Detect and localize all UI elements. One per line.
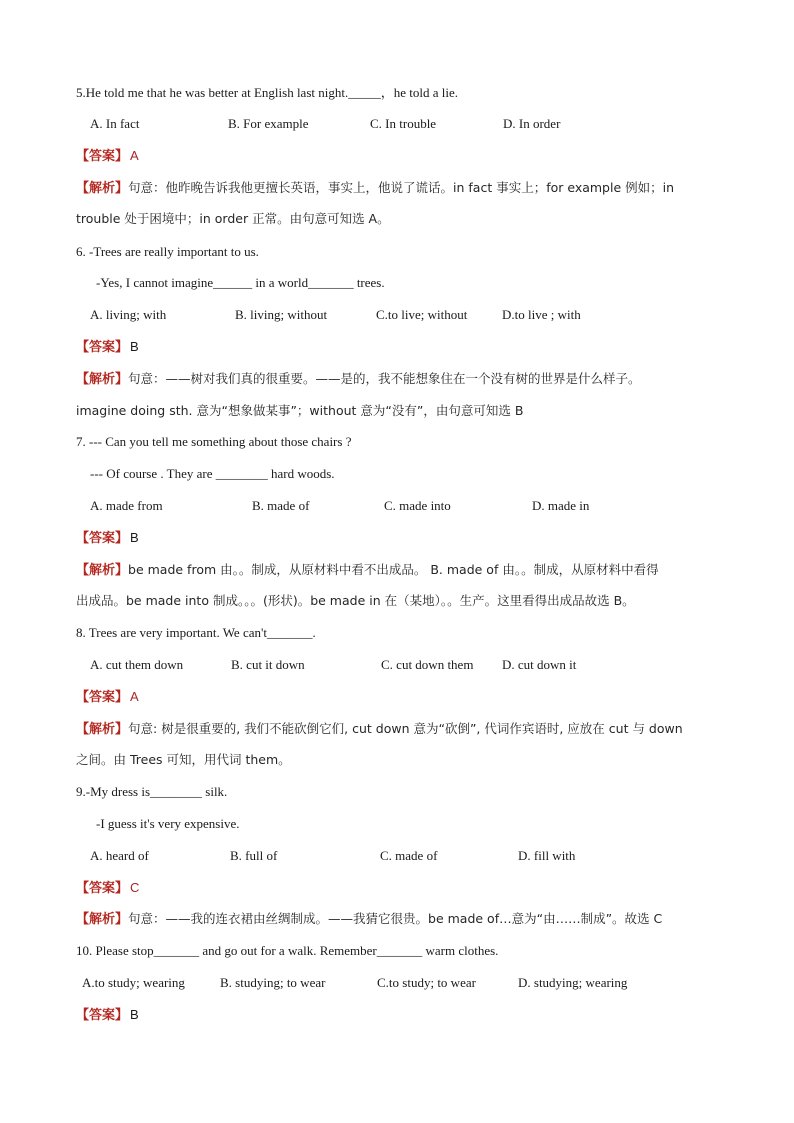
q7-explanation-line1 xyxy=(76,562,659,579)
q9-option-d: D. fill with xyxy=(518,848,576,863)
question-7-stem: 7. --- Can you tell me something about those chairs ? xyxy=(76,434,352,449)
question-9-stem-reply: -I guess it's very expensive. xyxy=(96,816,240,831)
q8-explanation-line1 xyxy=(76,721,683,738)
answer-label: 【答案】 xyxy=(76,881,129,896)
question-5-stem: 5.He told me that he was better at English last night._____，he told a lie. xyxy=(76,85,458,100)
q9-option-a: A. heard of xyxy=(90,848,149,863)
q8-answer xyxy=(76,689,139,706)
answer-label: 【答案】 xyxy=(76,149,129,164)
q10-option-b: B. studying; to wear xyxy=(220,975,326,990)
q7-answer xyxy=(76,530,139,547)
q5-explanation-line1 xyxy=(76,180,674,197)
q6-option-c: C.to live; without xyxy=(376,307,468,322)
q5-option-c: C. In trouble xyxy=(370,116,437,131)
q8-explanation-line2 xyxy=(76,752,291,768)
q10-option-c: C.to study; to wear xyxy=(377,975,476,990)
q5-answer xyxy=(76,148,139,165)
question-9-stem: 9.-My dress is________ silk. xyxy=(76,784,228,799)
explanation-text: be made from 由。。制成，从原材料中看不出成品。 B. made of 由。。制成，从原材料中看得 xyxy=(128,562,659,577)
explanation-text: 句意：——我的连衣裙由丝绸制成。——我猜它很贵。be made of…意为“由……制成”。故选 C xyxy=(128,911,663,926)
q6-option-a: A. living; with xyxy=(90,307,167,322)
explanation-text: 之间。由 Trees 可知，用代词 them。 xyxy=(76,752,291,767)
q7-explanation-line2 xyxy=(76,593,635,609)
question-10-stem: 10. Please stop_______ and go out for a walk. Remember_______ warm clothes. xyxy=(76,943,499,958)
answer-label: 【答案】 xyxy=(76,531,129,546)
q5-option-a: A. In fact xyxy=(90,116,140,131)
q5-option-d: D. In order xyxy=(503,116,561,131)
q7-option-b: B. made of xyxy=(252,498,310,513)
q6-explanation-line1 xyxy=(76,371,641,388)
q8-option-b: B. cut it down xyxy=(231,657,305,672)
explanation-label: 【解析】 xyxy=(76,722,129,737)
explanation-text: trouble 处于困境中；in order 正常。由句意可知选 A。 xyxy=(76,211,390,226)
explanation-text: 句意：——树对我们真的很重要。——是的，我不能想象住在一个没有树的世界是什么样子。 xyxy=(128,371,641,386)
question-6-stem-reply: -Yes, I cannot imagine______ in a world_______ trees. xyxy=(96,275,385,290)
q8-option-d: D. cut down it xyxy=(502,657,577,672)
q6-explanation-line2 xyxy=(76,403,523,419)
explanation-label: 【解析】 xyxy=(76,563,129,578)
q10-option-d: D. studying; wearing xyxy=(518,975,628,990)
explanation-text: 出成品。be made into 制成。。。(形状)。be made in 在（某地）。。生产。这里看得出成品故选 B。 xyxy=(76,593,635,608)
answer-value: B xyxy=(130,339,139,354)
answer-value: B xyxy=(130,1007,139,1022)
q7-option-d: D. made in xyxy=(532,498,590,513)
q10-option-a: A.to study; wearing xyxy=(82,975,185,990)
answer-label: 【答案】 xyxy=(76,1008,129,1023)
q8-option-a: A. cut them down xyxy=(90,657,184,672)
q9-option-b: B. full of xyxy=(230,848,278,863)
q6-answer xyxy=(76,339,139,356)
answer-value: B xyxy=(130,530,139,545)
q7-option-c: C. made into xyxy=(384,498,451,513)
q5-option-b: B. For example xyxy=(228,116,309,131)
answer-value: C xyxy=(130,880,140,895)
explanation-label: 【解析】 xyxy=(76,912,129,927)
q10-answer xyxy=(76,1007,139,1024)
q8-option-c: C. cut down them xyxy=(381,657,474,672)
answer-value: A xyxy=(130,689,139,704)
q9-answer xyxy=(76,880,139,897)
answer-value: A xyxy=(130,148,139,163)
question-7-stem-reply: --- Of course . They are ________ hard woods. xyxy=(90,466,335,481)
q9-option-c: C. made of xyxy=(380,848,438,863)
q7-option-a: A. made from xyxy=(90,498,163,513)
q9-explanation-line1 xyxy=(76,911,662,928)
explanation-text: imagine doing sth. 意为“想象做某事”；without 意为“没有”，由句意可知选 B xyxy=(76,403,524,418)
q5-explanation-line2 xyxy=(76,211,390,227)
explanation-text: 句意：他昨晚告诉我他更擅长英语，事实上，他说了谎话。in fact 事实上；for example 例如；in xyxy=(128,180,675,195)
explanation-label: 【解析】 xyxy=(76,181,129,196)
explanation-text: 句意: 树是很重要的, 我们不能砍倒它们, cut down 意为“砍倒”, 代词作宾语时, 应放在 cut 与 down xyxy=(128,721,683,736)
question-6-stem: 6. -Trees are really important to us. xyxy=(76,244,259,259)
question-8-stem: 8. Trees are very important. We can't_______. xyxy=(76,625,316,640)
q6-option-d: D.to live ; with xyxy=(502,307,581,322)
answer-label: 【答案】 xyxy=(76,340,129,355)
explanation-label: 【解析】 xyxy=(76,372,129,387)
q6-option-b: B. living; without xyxy=(235,307,328,322)
answer-label: 【答案】 xyxy=(76,690,129,705)
